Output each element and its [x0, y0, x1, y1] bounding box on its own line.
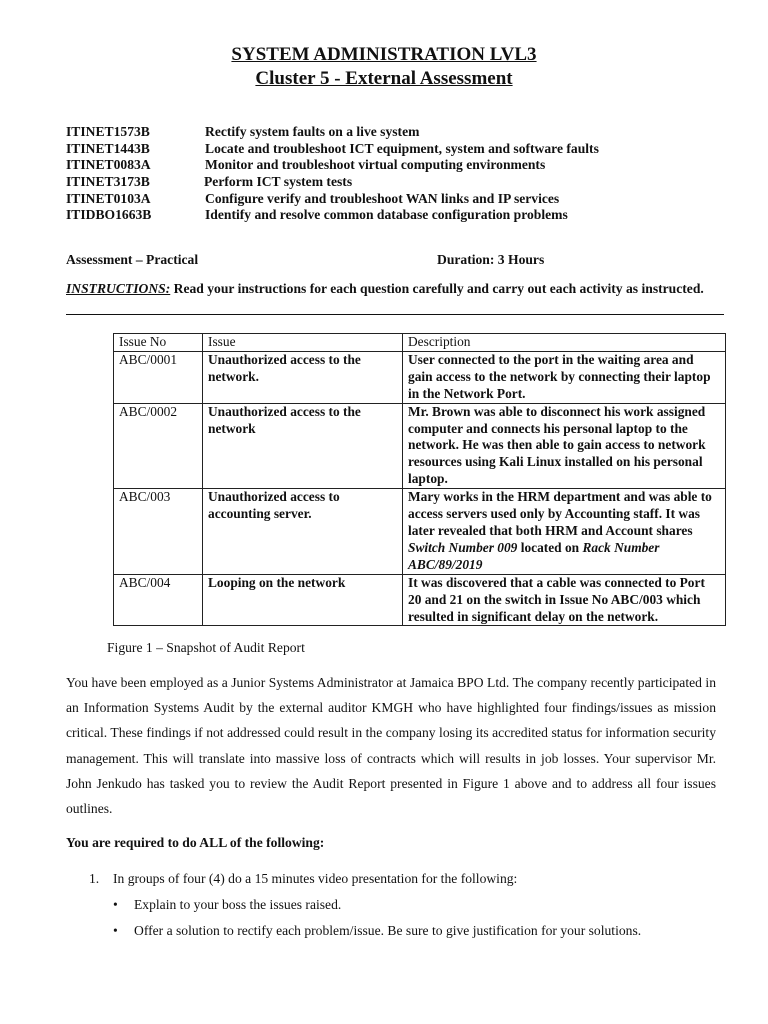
issue-no-cell: ABC/004: [114, 574, 203, 626]
unit-code: ITINET0103A: [66, 191, 151, 206]
assessment-duration: Duration: 3 Hours: [437, 252, 545, 267]
unit-title: Configure verify and troubleshoot WAN links and IP services: [205, 191, 560, 206]
table-row: [114, 403, 726, 489]
document-title: SYSTEM ADMINISTRATION LVL3: [231, 44, 537, 65]
table-row: [114, 489, 726, 575]
unit-row: [66, 207, 746, 224]
requirements-heading: You are required to do ALL of the following:: [66, 835, 325, 850]
instructions-text: Read your instructions for each question carefully and carry out each activity as instructed.: [170, 281, 704, 296]
unit-code: ITIDBO1663B: [66, 207, 152, 222]
instructions: [66, 280, 718, 297]
issue-no-cell: ABC/0001: [114, 351, 203, 403]
unit-code: ITINET1573B: [66, 124, 150, 139]
table-row: [114, 574, 726, 626]
issue-cell: Unauthorized access to the network: [203, 403, 403, 489]
unit-code: ITINET0083A: [66, 157, 151, 172]
document-subtitle: Cluster 5 - External Assessment: [255, 68, 513, 89]
description-cell: Mr. Brown was able to disconnect his work assigned computer and connects his personal laptop to the network. He was then able to gain access to network resources using Kali Linux installed on his personal laptop.: [403, 403, 726, 489]
unit-row: [66, 174, 746, 191]
column-header-issue-no: Issue No: [114, 334, 203, 352]
task-number: 1.: [89, 871, 100, 886]
description-emphasis: Rack Number ABC/89/2019: [408, 539, 660, 572]
unit-code: ITINET3173B: [66, 174, 150, 189]
unit-title: Monitor and troubleshoot virtual computing environments: [205, 157, 546, 172]
instructions-label: INSTRUCTIONS:: [66, 281, 171, 296]
task-bullet: Offer a solution to rectify each problem/issue. Be sure to give justification for your solutions.: [134, 923, 642, 938]
figure-caption: Figure 1 – Snapshot of Audit Report: [107, 640, 305, 655]
issue-no-cell: ABC/003: [114, 489, 203, 575]
unit-row: [66, 141, 746, 158]
issue-cell: Unauthorized access to the network.: [203, 351, 403, 403]
unit-row: [66, 124, 746, 141]
description-text: Mary works in the HRM department and was able to access servers used only by Accounting staff. It was later revealed that both HRM and Account shares: [408, 489, 712, 538]
unit-code: ITINET1443B: [66, 141, 150, 156]
column-header-description: Description: [403, 334, 726, 352]
audit-report-table: [113, 333, 726, 626]
issue-cell: Looping on the network: [203, 574, 403, 626]
description-cell: [403, 489, 726, 575]
unit-title: Perform ICT system tests: [204, 174, 353, 189]
description-cell: User connected to the port in the waiting area and gain access to the network by connecting their laptop in the Network Port.: [403, 351, 726, 403]
unit-row: [66, 157, 746, 174]
description-cell: It was discovered that a cable was connected to Port 20 and 21 on the switch in Issue No ABC/003 which resulted in significant delay on the network.: [403, 574, 726, 626]
scenario-paragraph: You have been employed as a Junior Systems Administrator at Jamaica BPO Ltd. The company recently participated in an Information Systems Audit by the external auditor KMGH who have highlighted four findings/issues as mission critical. These findings if not addressed could result in the company losing its accredited status for information security management. This will translate into massive loss of contracts which will results in job losses. Your supervisor Mr. John Jenkudo has tasked you to review the Audit Report presented in Figure 1 above and to address all four issues outlines.: [66, 675, 716, 817]
issue-cell: Unauthorized access to accounting server.: [203, 489, 403, 575]
unit-title: Identify and resolve common database configuration problems: [205, 207, 568, 222]
assessment-type: Assessment – Practical: [66, 252, 199, 267]
column-header-issue: Issue: [203, 334, 403, 352]
table-header-row: [114, 334, 726, 352]
task-text: In groups of four (4) do a 15 minutes video presentation for the following:: [113, 871, 518, 886]
unit-title: Rectify system faults on a live system: [205, 124, 420, 139]
issue-no-cell: ABC/0002: [114, 403, 203, 489]
bullet-icon: •: [113, 897, 118, 912]
unit-title: Locate and troubleshoot ICT equipment, system and software faults: [205, 141, 599, 156]
description-emphasis: Switch Number 009: [408, 539, 518, 555]
unit-row: [66, 191, 746, 208]
description-text: located on: [517, 539, 583, 555]
section-divider: [66, 314, 724, 315]
bullet-icon: •: [113, 923, 118, 938]
task-bullet: Explain to your boss the issues raised.: [134, 897, 342, 912]
table-row: [114, 351, 726, 403]
